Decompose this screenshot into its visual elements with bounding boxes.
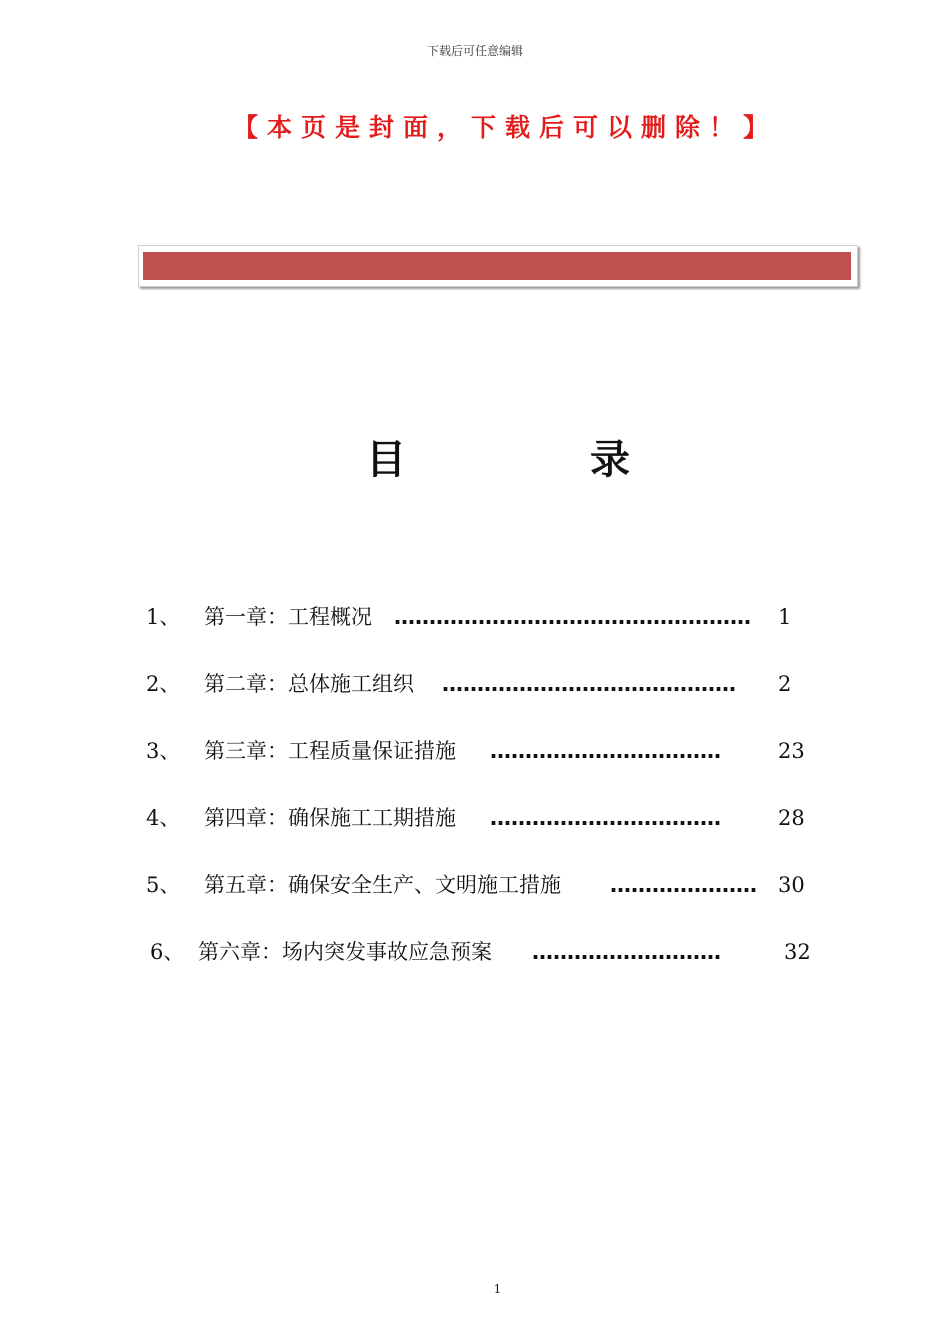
- toc-entry-page: 23: [778, 739, 805, 763]
- toc-entry-leader: ……………………………………………: [394, 605, 751, 629]
- toc-entry-page: 30: [778, 873, 805, 897]
- toc-entry[interactable]: [0, 801, 950, 835]
- toc-title-left: 目: [366, 437, 406, 483]
- toc-entry-text: 第四章：确保施工工期措施: [204, 806, 456, 830]
- toc-entry-number: 4、: [146, 806, 181, 830]
- toc-entry-number: 3、: [146, 739, 181, 763]
- toc-entry-number: 6、: [150, 940, 185, 964]
- toc-title: [0, 428, 950, 483]
- toc-entry-leader: ……………………………: [490, 739, 721, 763]
- toc-entry-page: 32: [784, 940, 811, 964]
- toc-entry-number: 1、: [146, 605, 181, 629]
- banner-bar: [143, 252, 851, 280]
- toc-entry-leader: ………………………: [532, 940, 721, 964]
- toc-entry-text: 第三章：工程质量保证措施: [204, 739, 456, 763]
- toc-entry-page: 28: [778, 806, 805, 830]
- toc-entry[interactable]: [0, 667, 950, 701]
- toc-entry-leader: ……………………………………: [442, 672, 736, 696]
- toc-entry-page: 1: [778, 605, 792, 629]
- page-header: 下载后可任意编辑: [426, 44, 523, 58]
- toc-entry[interactable]: [0, 935, 950, 969]
- toc-entry[interactable]: [0, 600, 950, 634]
- toc-entry-text: 第二章：总体施工组织: [204, 672, 414, 696]
- toc-entry-text: 第一章：工程概况: [204, 605, 372, 629]
- toc-entry-number: 2、: [146, 672, 181, 696]
- toc-entry-page: 2: [778, 672, 792, 696]
- decorative-banner: [138, 245, 858, 287]
- toc-entry-text: 第六章：场内突发事故应急预案: [198, 940, 492, 964]
- cover-delete-notice: 【本页是封面，下载后可以删除！】: [232, 113, 777, 142]
- toc-entry-leader: ……………………………: [490, 806, 721, 830]
- toc-entry-leader: …………………: [610, 873, 757, 897]
- toc-entry-text: 第五章：确保安全生产、文明施工措施: [204, 873, 561, 897]
- toc-entry-number: 5、: [146, 873, 181, 897]
- toc-entry[interactable]: [0, 734, 950, 768]
- page-number: 1: [493, 1282, 502, 1296]
- toc-entry[interactable]: [0, 868, 950, 902]
- toc-title-right: 录: [590, 437, 630, 483]
